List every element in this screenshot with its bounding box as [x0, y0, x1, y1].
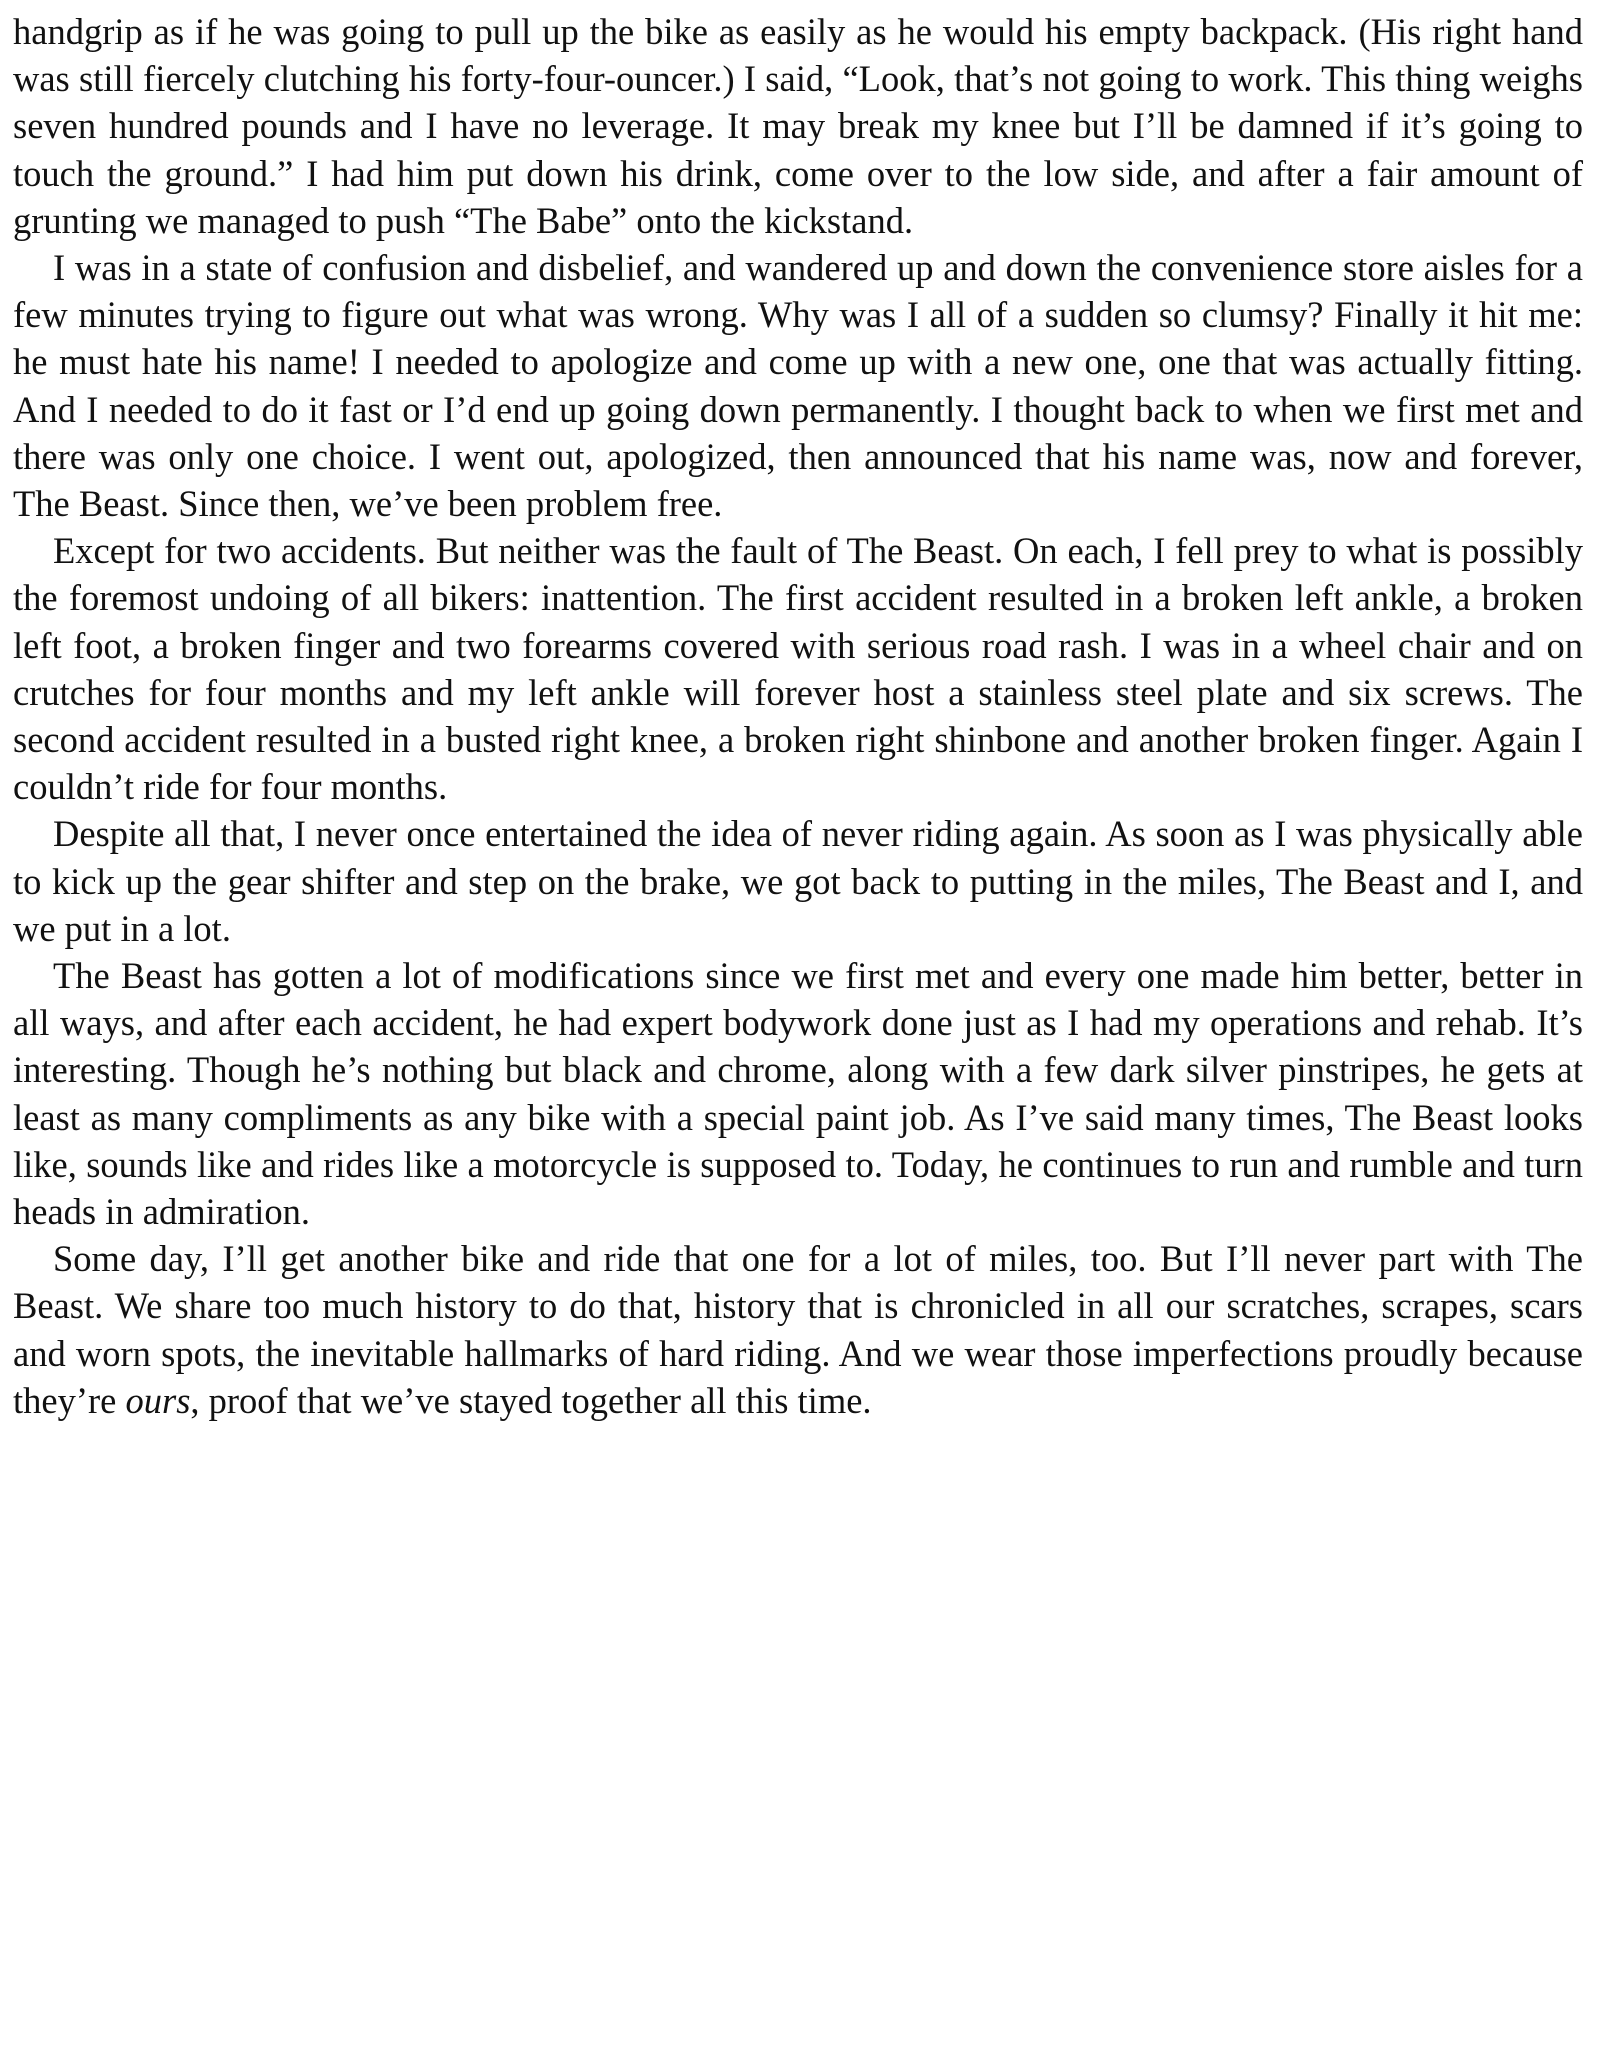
paragraph-3: Except for two accidents. But neither was the fault of The Beast. On each, I fell prey to what is possibly the foremost undoing of all bikers: inattention. The first accident resulted in a broken left ankle, a broken left foot, a broken finger and two forearms covered with serious road rash. I was in a wheel chair and on crutches for four months and my left ankle will forever host a stainless steel plate and six screws. The second accident resulted in a busted right knee, a broken right shinbone and another broken finger. Again I couldn’t ride for four months.: [13, 530, 1583, 808]
paragraph-6-text-after: , proof that we’ve stayed together all this time.: [190, 1379, 872, 1421]
document-page: [13, 8, 1583, 1424]
paragraph-4: Despite all that, I never once entertained the idea of never riding again. As soon as I was physically able to kick up the gear shifter and step on the brake, we got back to putting in the miles, The Beast and I, and we put in a lot.: [13, 813, 1583, 949]
paragraph-1: handgrip as if he was going to pull up the bike as easily as he would his empty backpack. (His right hand was still fiercely clutching his forty-four-ouncer.) I said, “Look, that’s not going to work. This thing weighs seven hundred pounds and I have no leverage. It may break my knee but I’ll be damned if it’s going to touch the ground.” I had him put down his drink, come over to the low side, and after a fair amount of grunting we managed to push “The Babe” onto the kickstand.: [13, 11, 1583, 241]
paragraph-5: The Beast has gotten a lot of modifications since we first met and every one made him better, better in all ways, and after each accident, he had expert bodywork done just as I had my operations and rehab. It’s interesting. Though he’s nothing but black and chrome, along with a few dark silver pinstripes, he gets at least as many compliments as any bike with a special paint job. As I’ve said many times, The Beast looks like, sounds like and rides like a motorcycle is supposed to. Today, he continues to run and rumble and turn heads in admiration.: [13, 955, 1583, 1233]
emphasized-word: ours: [125, 1379, 191, 1421]
paragraph-6: [13, 1235, 1583, 1424]
paragraph-6-text-before: Some day, I’ll get another bike and ride that one for a lot of miles, too. But I’ll never part with The Beast. We share too much history to do that, history that is chronicled in all our scratches, scrapes, scars and worn spots, the inevitable hallmarks of hard riding. And we wear those imperfections proudly because they’re: [13, 1238, 1583, 1421]
paragraph-2: I was in a state of confusion and disbelief, and wandered up and down the convenience store aisles for a few minutes trying to figure out what was wrong. Why was I all of a sudden so clumsy? Finally it hit me: he must hate his name! I needed to apologize and come up with a new one, one that was actually fitting. And I needed to do it fast or I’d end up going down permanently. I thought back to when we first met and there was only one choice. I went out, apologized, then announced that his name was, now and forever, The Beast. Since then, we’ve been problem free.: [13, 247, 1583, 525]
